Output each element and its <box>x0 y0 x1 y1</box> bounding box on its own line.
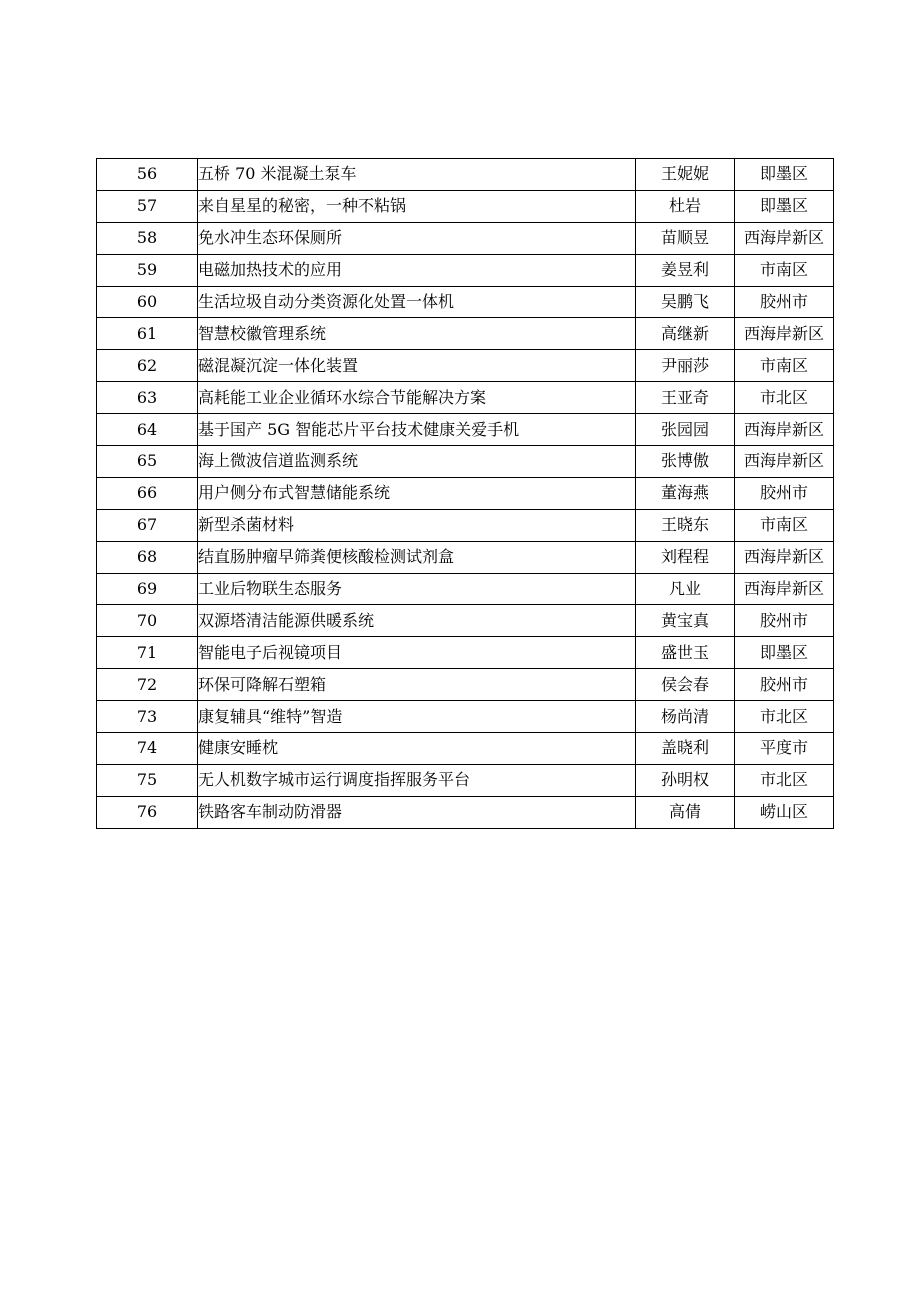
project-name: 康复辅具“维特”智造 <box>198 701 636 733</box>
project-name: 结直肠肿瘤早筛粪便核酸检测试剂盒 <box>198 541 636 573</box>
district: 胶州市 <box>735 669 834 701</box>
contact-person: 姜昱利 <box>636 254 735 286</box>
project-name: 电磁加热技术的应用 <box>198 254 636 286</box>
district: 市北区 <box>735 701 834 733</box>
table-row <box>97 637 834 669</box>
project-name: 智能电子后视镜项目 <box>198 637 636 669</box>
contact-person: 盖晓利 <box>636 733 735 765</box>
row-number: 68 <box>97 541 198 573</box>
district: 市北区 <box>735 764 834 796</box>
contact-person: 苗顺昱 <box>636 222 735 254</box>
table-row <box>97 764 834 796</box>
contact-person: 王亚奇 <box>636 382 735 414</box>
row-number: 74 <box>97 733 198 765</box>
row-number: 65 <box>97 446 198 478</box>
district: 西海岸新区 <box>735 573 834 605</box>
row-number: 67 <box>97 509 198 541</box>
district: 西海岸新区 <box>735 222 834 254</box>
row-number: 73 <box>97 701 198 733</box>
district: 胶州市 <box>735 286 834 318</box>
district: 胶州市 <box>735 605 834 637</box>
table-row <box>97 350 834 382</box>
district: 即墨区 <box>735 190 834 222</box>
table-row <box>97 669 834 701</box>
project-name: 无人机数字城市运行调度指挥服务平台 <box>198 764 636 796</box>
table-row <box>97 446 834 478</box>
row-number: 76 <box>97 796 198 828</box>
row-number: 66 <box>97 477 198 509</box>
row-number: 70 <box>97 605 198 637</box>
table-row <box>97 222 834 254</box>
contact-person: 杜岩 <box>636 190 735 222</box>
project-name: 双源塔清洁能源供暖系统 <box>198 605 636 637</box>
project-name: 健康安睡枕 <box>198 733 636 765</box>
project-name: 免水冲生态环保厕所 <box>198 222 636 254</box>
contact-person: 黄宝真 <box>636 605 735 637</box>
table-row <box>97 190 834 222</box>
row-number: 59 <box>97 254 198 286</box>
project-name: 新型杀菌材料 <box>198 509 636 541</box>
project-name: 来自星星的秘密，一种不粘锅 <box>198 190 636 222</box>
district: 西海岸新区 <box>735 414 834 446</box>
district: 市南区 <box>735 509 834 541</box>
contact-person: 王晓东 <box>636 509 735 541</box>
district: 即墨区 <box>735 159 834 191</box>
project-name: 生活垃圾自动分类资源化处置一体机 <box>198 286 636 318</box>
project-table-body <box>97 159 834 829</box>
row-number: 56 <box>97 159 198 191</box>
row-number: 72 <box>97 669 198 701</box>
project-name: 磁混凝沉淀一体化装置 <box>198 350 636 382</box>
row-number: 61 <box>97 318 198 350</box>
contact-person: 刘程程 <box>636 541 735 573</box>
district: 西海岸新区 <box>735 446 834 478</box>
project-name: 铁路客车制动防滑器 <box>198 796 636 828</box>
district: 西海岸新区 <box>735 541 834 573</box>
contact-person: 盛世玉 <box>636 637 735 669</box>
contact-person: 张园园 <box>636 414 735 446</box>
contact-person: 张博傲 <box>636 446 735 478</box>
district: 崂山区 <box>735 796 834 828</box>
table-row <box>97 701 834 733</box>
table-row <box>97 318 834 350</box>
project-name: 智慧校徽管理系统 <box>198 318 636 350</box>
contact-person: 孙明权 <box>636 764 735 796</box>
contact-person: 尹丽莎 <box>636 350 735 382</box>
district: 市南区 <box>735 254 834 286</box>
row-number: 62 <box>97 350 198 382</box>
contact-person: 王妮妮 <box>636 159 735 191</box>
project-name: 五桥 70 米混凝土泵车 <box>198 159 636 191</box>
row-number: 75 <box>97 764 198 796</box>
district: 西海岸新区 <box>735 318 834 350</box>
contact-person: 高倩 <box>636 796 735 828</box>
table-row <box>97 733 834 765</box>
table-row <box>97 573 834 605</box>
table-row <box>97 541 834 573</box>
contact-person: 杨尚清 <box>636 701 735 733</box>
contact-person: 凡业 <box>636 573 735 605</box>
table-row <box>97 254 834 286</box>
row-number: 58 <box>97 222 198 254</box>
project-name: 海上微波信道监测系统 <box>198 446 636 478</box>
project-name: 用户侧分布式智慧储能系统 <box>198 477 636 509</box>
table-row <box>97 509 834 541</box>
table-row <box>97 382 834 414</box>
contact-person: 侯会春 <box>636 669 735 701</box>
table-row <box>97 796 834 828</box>
district: 市南区 <box>735 350 834 382</box>
project-name: 高耗能工业企业循环水综合节能解决方案 <box>198 382 636 414</box>
district: 市北区 <box>735 382 834 414</box>
table-row <box>97 159 834 191</box>
row-number: 71 <box>97 637 198 669</box>
district: 即墨区 <box>735 637 834 669</box>
row-number: 64 <box>97 414 198 446</box>
district: 胶州市 <box>735 477 834 509</box>
table-row <box>97 605 834 637</box>
project-name: 环保可降解石塑箱 <box>198 669 636 701</box>
district: 平度市 <box>735 733 834 765</box>
row-number: 60 <box>97 286 198 318</box>
row-number: 69 <box>97 573 198 605</box>
contact-person: 吴鹏飞 <box>636 286 735 318</box>
row-number: 63 <box>97 382 198 414</box>
project-table <box>96 158 834 829</box>
table-row <box>97 286 834 318</box>
project-name: 基于国产 5G 智能芯片平台技术健康关爱手机 <box>198 414 636 446</box>
contact-person: 高继新 <box>636 318 735 350</box>
row-number: 57 <box>97 190 198 222</box>
contact-person: 董海燕 <box>636 477 735 509</box>
table-row <box>97 477 834 509</box>
table-row <box>97 414 834 446</box>
project-name: 工业后物联生态服务 <box>198 573 636 605</box>
